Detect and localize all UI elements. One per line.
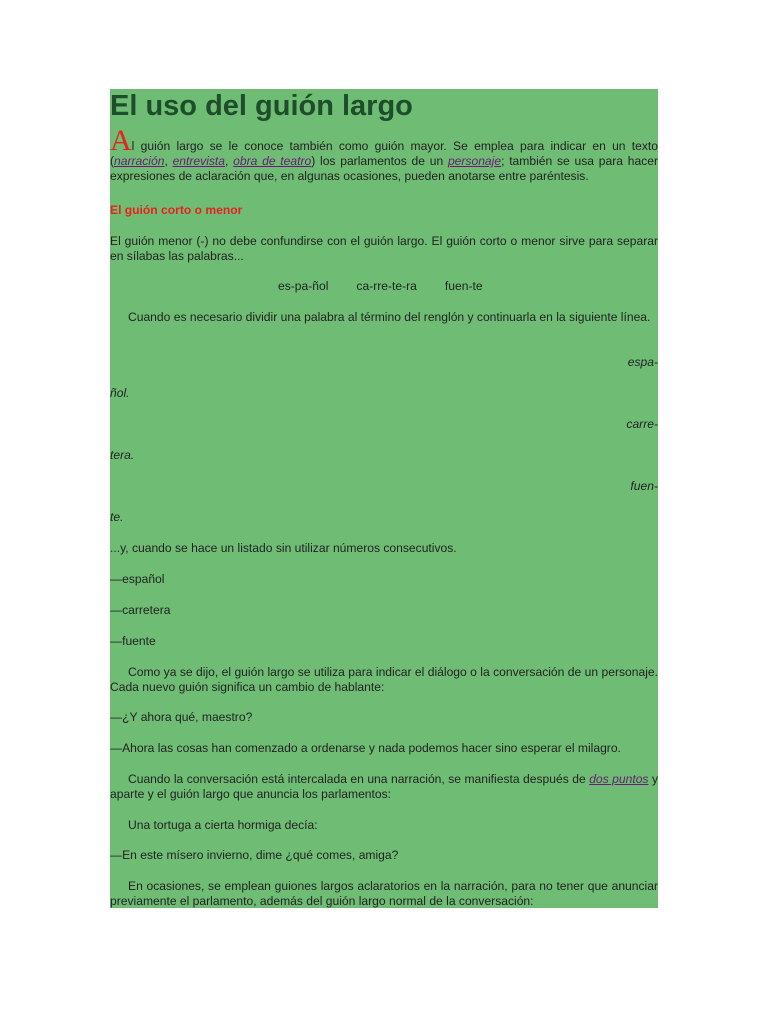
split-word-end: carre- <box>626 417 658 431</box>
link-personaje[interactable]: personaje <box>447 154 502 168</box>
dialog-line: —Ahora las cosas han comenzado a ordenarse y nada podemos hacer sino esperar el milagro. <box>110 741 621 755</box>
drop-cap: A <box>110 124 132 157</box>
paragraph-narracion: Cuando la conversación está intercalada en una narración, se manifiesta después de dos puntos y aparte y el guión largo que anuncia los parlamentos: <box>110 772 658 801</box>
syllable-example: es-pa-ñol <box>278 279 329 293</box>
list-item: —carretera <box>110 603 171 617</box>
list-item: —fuente <box>110 634 156 648</box>
link-dos-puntos[interactable]: dos puntos <box>589 772 649 786</box>
split-word-end: espa- <box>627 355 658 369</box>
split-word-start: te. <box>110 510 124 524</box>
intro-paragraph: Al guión largo se le conoce también como guión mayor. Se emplea para indicar en un texto (narración, entrevista, obra de teatro) los parlamentos de un personaje; también se usa para hacer expresiones de aclaración que, en algunas ocasiones, pueden anotarse entre paréntesis. <box>110 124 658 183</box>
dialog-line: —En este mísero invierno, dime ¿qué comes, amiga? <box>110 848 399 862</box>
link-obra-de-teatro[interactable]: obra de teatro <box>233 154 312 168</box>
paragraph-dividir: Cuando es necesario dividir una palabra al término del renglón y continuarla en la siguiente línea. <box>128 310 651 324</box>
paragraph-listado: ...y, cuando se hace un listado sin utilizar números consecutivos. <box>110 541 457 555</box>
paragraph-dialogo: Como ya se dijo, el guión largo se utiliza para indicar el diálogo o la conversación de un personaje. Cada nuevo guión significa un cambio de hablante: <box>110 665 658 694</box>
syllable-example: fuen-te <box>444 279 483 293</box>
paragraph-guion-menor: El guión menor (-) no debe confundirse con el guión largo. El guión corto o menor sirve para separar en sílabas las palabras... <box>110 234 658 263</box>
split-word-start: tera. <box>110 448 135 462</box>
list-item: —español <box>110 572 165 586</box>
paragraph-tortuga: Una tortuga a cierta hormiga decía: <box>128 818 318 832</box>
page-title: El uso del guión largo <box>110 90 413 122</box>
split-word-start: ñol. <box>110 386 130 400</box>
syllable-example: ca-rre-te-ra <box>356 279 417 293</box>
split-word-end: fuen- <box>630 479 658 493</box>
paragraph-ocasiones: En ocasiones, se emplean guiones largos aclaratorios en la narración, para no tener que anunciar previamente el parlamento, además del guión largo normal de la conversación: <box>110 879 658 908</box>
link-narracion[interactable]: narración <box>114 154 165 168</box>
section-subheading: El guión corto o menor <box>110 203 243 217</box>
syllable-examples <box>278 279 511 294</box>
article-panel <box>110 89 658 908</box>
dialog-line: —¿Y ahora qué, maestro? <box>110 710 253 724</box>
link-entrevista[interactable]: entrevista <box>172 154 226 168</box>
